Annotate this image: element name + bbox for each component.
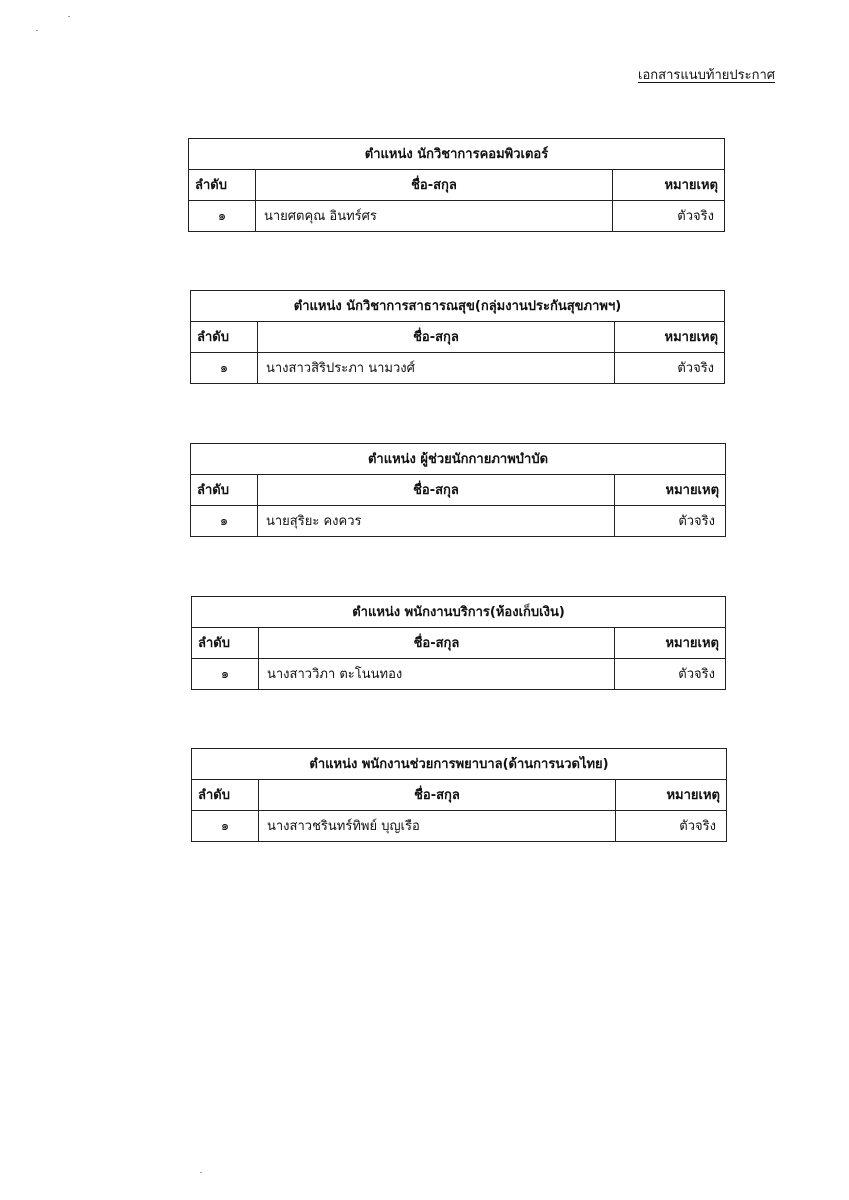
row-note: ตัวจริง xyxy=(615,353,725,384)
position-title-row xyxy=(191,291,725,322)
header-note: หมายเหตุ xyxy=(616,780,727,811)
row-order: ๑ xyxy=(192,659,259,690)
table-row xyxy=(189,201,725,232)
row-name: นางสาวสิริประภา นามวงศ์ xyxy=(258,353,615,384)
table-header-row xyxy=(189,170,725,201)
position-table xyxy=(190,443,726,537)
position-title: ตำแหน่ง นักวิชาการสาธารณสุข(กลุ่มงานประกันสุขภาพฯ) xyxy=(191,291,725,322)
position-title: ตำแหน่ง ผู้ช่วยนักกายภาพบำบัด xyxy=(191,444,726,475)
position-table xyxy=(191,596,726,690)
header-note: หมายเหตุ xyxy=(615,475,726,506)
row-name: นายสุริยะ คงควร xyxy=(258,506,615,537)
row-name: นายศตคุณ อินทร์ศร xyxy=(256,201,613,232)
row-order: ๑ xyxy=(191,353,258,384)
position-title: ตำแหน่ง นักวิชาการคอมพิวเตอร์ xyxy=(189,139,725,170)
table-header-row xyxy=(192,628,726,659)
header-order: ลำดับ xyxy=(191,322,258,353)
table-header-row xyxy=(192,780,727,811)
row-order: ๑ xyxy=(192,811,259,842)
position-table xyxy=(188,138,725,232)
position-table xyxy=(191,748,727,842)
position-title-row xyxy=(189,139,725,170)
row-name: นางสาววิภา ตะโนนทอง xyxy=(259,659,615,690)
row-note: ตัวจริง xyxy=(613,201,725,232)
row-order: ๑ xyxy=(191,506,258,537)
table-row xyxy=(191,506,726,537)
row-name: นางสาวชรินทร์ทิพย์ บุญเรือ xyxy=(259,811,616,842)
position-title: ตำแหน่ง พนักงานบริการ(ห้องเก็บเงิน) xyxy=(192,597,726,628)
header-order: ลำดับ xyxy=(191,475,258,506)
header-note: หมายเหตุ xyxy=(615,628,726,659)
table-row xyxy=(192,659,726,690)
position-title: ตำแหน่ง พนักงานช่วยการพยาบาล(ด้านการนวดไทย) xyxy=(192,749,727,780)
row-order: ๑ xyxy=(189,201,256,232)
header-name: ชื่อ-สกุล xyxy=(259,628,615,659)
header-name: ชื่อ-สกุล xyxy=(259,780,616,811)
table-row xyxy=(192,811,727,842)
position-title-row xyxy=(192,597,726,628)
position-title-row xyxy=(192,749,727,780)
header-name: ชื่อ-สกุล xyxy=(256,170,613,201)
header-order: ลำดับ xyxy=(192,628,259,659)
header-order: ลำดับ xyxy=(192,780,259,811)
header-note: หมายเหตุ xyxy=(615,322,725,353)
row-note: ตัวจริง xyxy=(615,659,726,690)
table-header-row xyxy=(191,475,726,506)
header-name: ชื่อ-สกุล xyxy=(258,475,615,506)
row-note: ตัวจริง xyxy=(615,506,726,537)
position-title-row xyxy=(191,444,726,475)
attachment-label: เอกสารแนบท้ายประกาศ xyxy=(638,68,775,83)
header-note: หมายเหตุ xyxy=(613,170,725,201)
header-name: ชื่อ-สกุล xyxy=(258,322,615,353)
position-table xyxy=(190,290,725,384)
header-order: ลำดับ xyxy=(189,170,256,201)
row-note: ตัวจริง xyxy=(616,811,727,842)
table-header-row xyxy=(191,322,725,353)
table-row xyxy=(191,353,725,384)
